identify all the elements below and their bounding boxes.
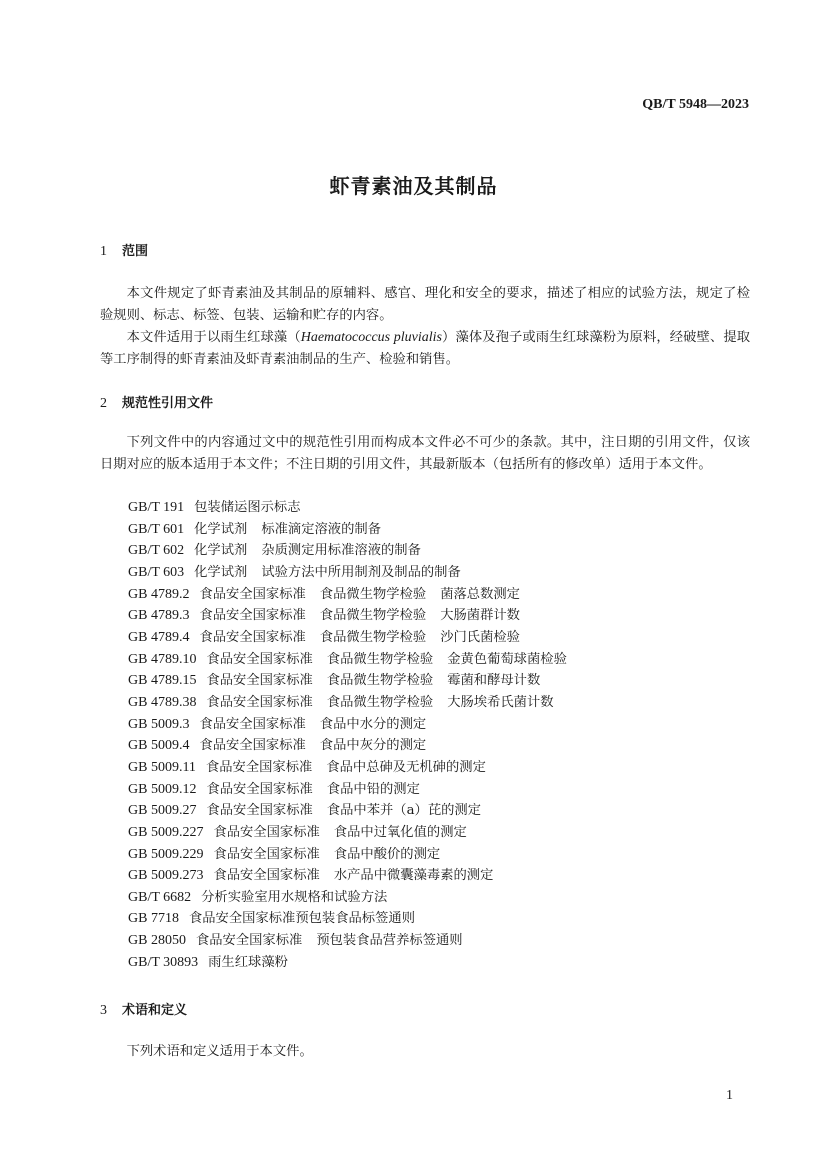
reference-code: GB/T 6682 bbox=[128, 889, 192, 905]
reference-title-part: 食品安全国家标准 bbox=[206, 803, 313, 819]
reference-title-part: 金黄色葡萄球菌检验 bbox=[447, 651, 567, 667]
section-title: 术语和定义 bbox=[122, 1003, 188, 1018]
reference-title-part: 食品安全国家标准 bbox=[213, 846, 320, 862]
terms-intro-text: 下列术语和定义适用于本文件。 bbox=[126, 1044, 313, 1059]
reference-item bbox=[128, 887, 581, 909]
reference-code: GB/T 602 bbox=[128, 543, 185, 559]
reference-title-part: 食品中灰分的测定 bbox=[319, 738, 427, 754]
reference-item bbox=[128, 497, 581, 519]
reference-title-part: 食品安全国家标准 bbox=[205, 759, 313, 775]
reference-code: GB 5009.12 bbox=[128, 781, 197, 797]
reference-title-part: 食品安全国家标准 bbox=[199, 738, 306, 754]
reference-title-part: 食品微生物学检验 bbox=[326, 673, 434, 689]
reference-title-part: 沙门氏菌检验 bbox=[440, 629, 520, 645]
section-heading-terms bbox=[100, 999, 187, 1019]
reference-title-part: 食品安全国家标准 bbox=[206, 651, 313, 667]
reference-title-part: 化学试剂 bbox=[194, 543, 248, 559]
reference-title-part: 食品安全国家标准预包装食品标签通则 bbox=[188, 911, 415, 927]
reference-item bbox=[128, 605, 581, 627]
reference-item bbox=[128, 627, 581, 649]
reference-title-part: 食品微生物学检验 bbox=[319, 608, 427, 624]
reference-title-part: 食品中过氧化值的测定 bbox=[333, 824, 467, 840]
reference-code: GB 5009.4 bbox=[128, 738, 190, 754]
reference-title-part: 试验方法中所用制剂及制品的制备 bbox=[261, 564, 461, 580]
reference-title-part: 食品安全国家标准 bbox=[195, 933, 303, 949]
reference-title-part: 食品中苯并（a）芘的测定 bbox=[326, 803, 482, 819]
reference-title-part: 食品安全国家标准 bbox=[206, 694, 313, 710]
reference-title-part: 水产品中微囊藻毒素的测定 bbox=[333, 868, 494, 884]
reference-title-part: 食品中总砷及无机砷的测定 bbox=[326, 759, 486, 775]
reference-title-part: 食品安全国家标准 bbox=[199, 629, 306, 645]
reference-title-part: 菌落总数测定 bbox=[440, 586, 520, 602]
scope-text bbox=[100, 283, 750, 371]
reference-code: GB 5009.27 bbox=[128, 803, 197, 819]
reference-code: GB 28050 bbox=[128, 933, 186, 949]
reference-title-part: 食品安全国家标准 bbox=[199, 586, 306, 602]
reference-title-part: 食品安全国家标准 bbox=[206, 673, 313, 689]
page-number: 1 bbox=[726, 1088, 733, 1103]
reference-title-part: 食品安全国家标准 bbox=[206, 781, 313, 797]
reference-title-part: 食品微生物学检验 bbox=[319, 586, 427, 602]
reference-code: GB 7718 bbox=[128, 911, 179, 927]
reference-title-part: 预包装食品营养标签通则 bbox=[316, 933, 463, 949]
normative-refs-intro-text: 下列文件中的内容通过文中的规范性引用而构成本文件必不可少的条款。其中，注日期的引用文件，仅该日期对应的版本适用于本文件；不注日期的引用文件，其最新版本（包括所有的修改单）适用于本文件。 bbox=[100, 435, 750, 472]
reference-item bbox=[128, 649, 581, 671]
reference-title-part: 食品中水分的测定 bbox=[319, 716, 427, 732]
reference-item bbox=[128, 519, 581, 541]
reference-title-part: 分析实验室用水规格和试验方法 bbox=[201, 889, 388, 905]
section-heading-scope bbox=[100, 240, 148, 260]
reference-code: GB 5009.227 bbox=[128, 824, 204, 840]
reference-item bbox=[128, 714, 581, 736]
reference-title-part: 食品中铅的测定 bbox=[326, 781, 420, 797]
reference-code: GB 5009.3 bbox=[128, 716, 190, 732]
latin-species-name: Haematococcus pluvialis bbox=[300, 330, 442, 345]
terms-intro bbox=[100, 1041, 750, 1063]
reference-item bbox=[128, 757, 581, 779]
normative-refs-intro bbox=[100, 432, 750, 476]
reference-item bbox=[128, 562, 581, 584]
section-number: 3 bbox=[100, 1003, 107, 1018]
reference-code: GB 5009.229 bbox=[128, 846, 204, 862]
reference-code: GB 4789.3 bbox=[128, 608, 190, 624]
standard-code: QB/T 5948—2023 bbox=[642, 97, 749, 112]
reference-code: GB 5009.11 bbox=[128, 759, 196, 775]
reference-title-part: 食品微生物学检验 bbox=[319, 629, 427, 645]
reference-item bbox=[128, 800, 581, 822]
reference-title-part: 食品安全国家标准 bbox=[213, 824, 320, 840]
reference-code: GB/T 603 bbox=[128, 564, 185, 580]
reference-list bbox=[128, 497, 581, 973]
reference-item bbox=[128, 908, 581, 930]
reference-title-part: 食品安全国家标准 bbox=[199, 716, 306, 732]
reference-item bbox=[128, 670, 581, 692]
reference-item bbox=[128, 584, 581, 606]
reference-title-part: 化学试剂 bbox=[194, 521, 248, 537]
section-heading-normative-refs bbox=[100, 392, 213, 412]
reference-item bbox=[128, 822, 581, 844]
reference-title-part: 食品中酸价的测定 bbox=[333, 846, 441, 862]
scope-paragraph-2 bbox=[100, 327, 750, 371]
reference-item bbox=[128, 540, 581, 562]
reference-code: GB 4789.10 bbox=[128, 651, 197, 667]
reference-code: GB/T 30893 bbox=[128, 954, 199, 970]
reference-code: GB 5009.273 bbox=[128, 868, 204, 884]
reference-item bbox=[128, 735, 581, 757]
reference-item bbox=[128, 930, 581, 952]
reference-title-part: 标准滴定溶液的制备 bbox=[261, 521, 381, 537]
reference-title-part: 包装储运图示标志 bbox=[194, 500, 301, 515]
reference-title-part: 杂质测定用标准溶液的制备 bbox=[261, 543, 421, 559]
reference-code: GB 4789.38 bbox=[128, 694, 197, 710]
section-number: 1 bbox=[100, 244, 107, 259]
scope-paragraph-2-start: 本文件适用于以雨生红球藻（ bbox=[126, 330, 301, 345]
reference-item bbox=[128, 692, 581, 714]
reference-code: GB 4789.15 bbox=[128, 673, 197, 689]
reference-item bbox=[128, 865, 581, 887]
scope-paragraph-1: 本文件规定了虾青素油及其制品的原辅料、感官、理化和安全的要求，描述了相应的试验方法，规定了检验规则、标志、标签、包装、运输和贮存的内容。 bbox=[100, 286, 750, 323]
reference-title-part: 食品安全国家标准 bbox=[199, 608, 306, 624]
reference-item bbox=[128, 844, 581, 866]
reference-code: GB 4789.4 bbox=[128, 629, 190, 645]
reference-title-part: 食品微生物学检验 bbox=[326, 694, 434, 710]
reference-title-part: 霉菌和酵母计数 bbox=[447, 673, 541, 689]
reference-code: GB/T 191 bbox=[128, 500, 185, 515]
section-title: 规范性引用文件 bbox=[122, 396, 214, 411]
section-number: 2 bbox=[100, 396, 107, 411]
section-title: 范围 bbox=[122, 244, 149, 259]
scope-paragraph-2-end: ）藻体及孢子或雨生红球藻粉为原料，经破壁、提取等工序制得的虾青素油及虾青素油制品的生产、检验和销售。 bbox=[100, 330, 751, 367]
reference-title-part: 食品安全国家标准 bbox=[213, 868, 320, 884]
reference-code: GB 4789.2 bbox=[128, 586, 190, 602]
reference-item bbox=[128, 779, 581, 801]
document-title: 虾青素油及其制品 bbox=[329, 174, 498, 198]
reference-code: GB/T 601 bbox=[128, 521, 185, 537]
reference-title-part: 雨生红球藻粉 bbox=[208, 954, 288, 970]
reference-title-part: 食品微生物学检验 bbox=[326, 651, 434, 667]
reference-title-part: 化学试剂 bbox=[194, 564, 248, 580]
reference-item bbox=[128, 952, 581, 974]
reference-title-part: 大肠埃希氏菌计数 bbox=[447, 694, 554, 710]
reference-title-part: 大肠菌群计数 bbox=[440, 608, 520, 624]
